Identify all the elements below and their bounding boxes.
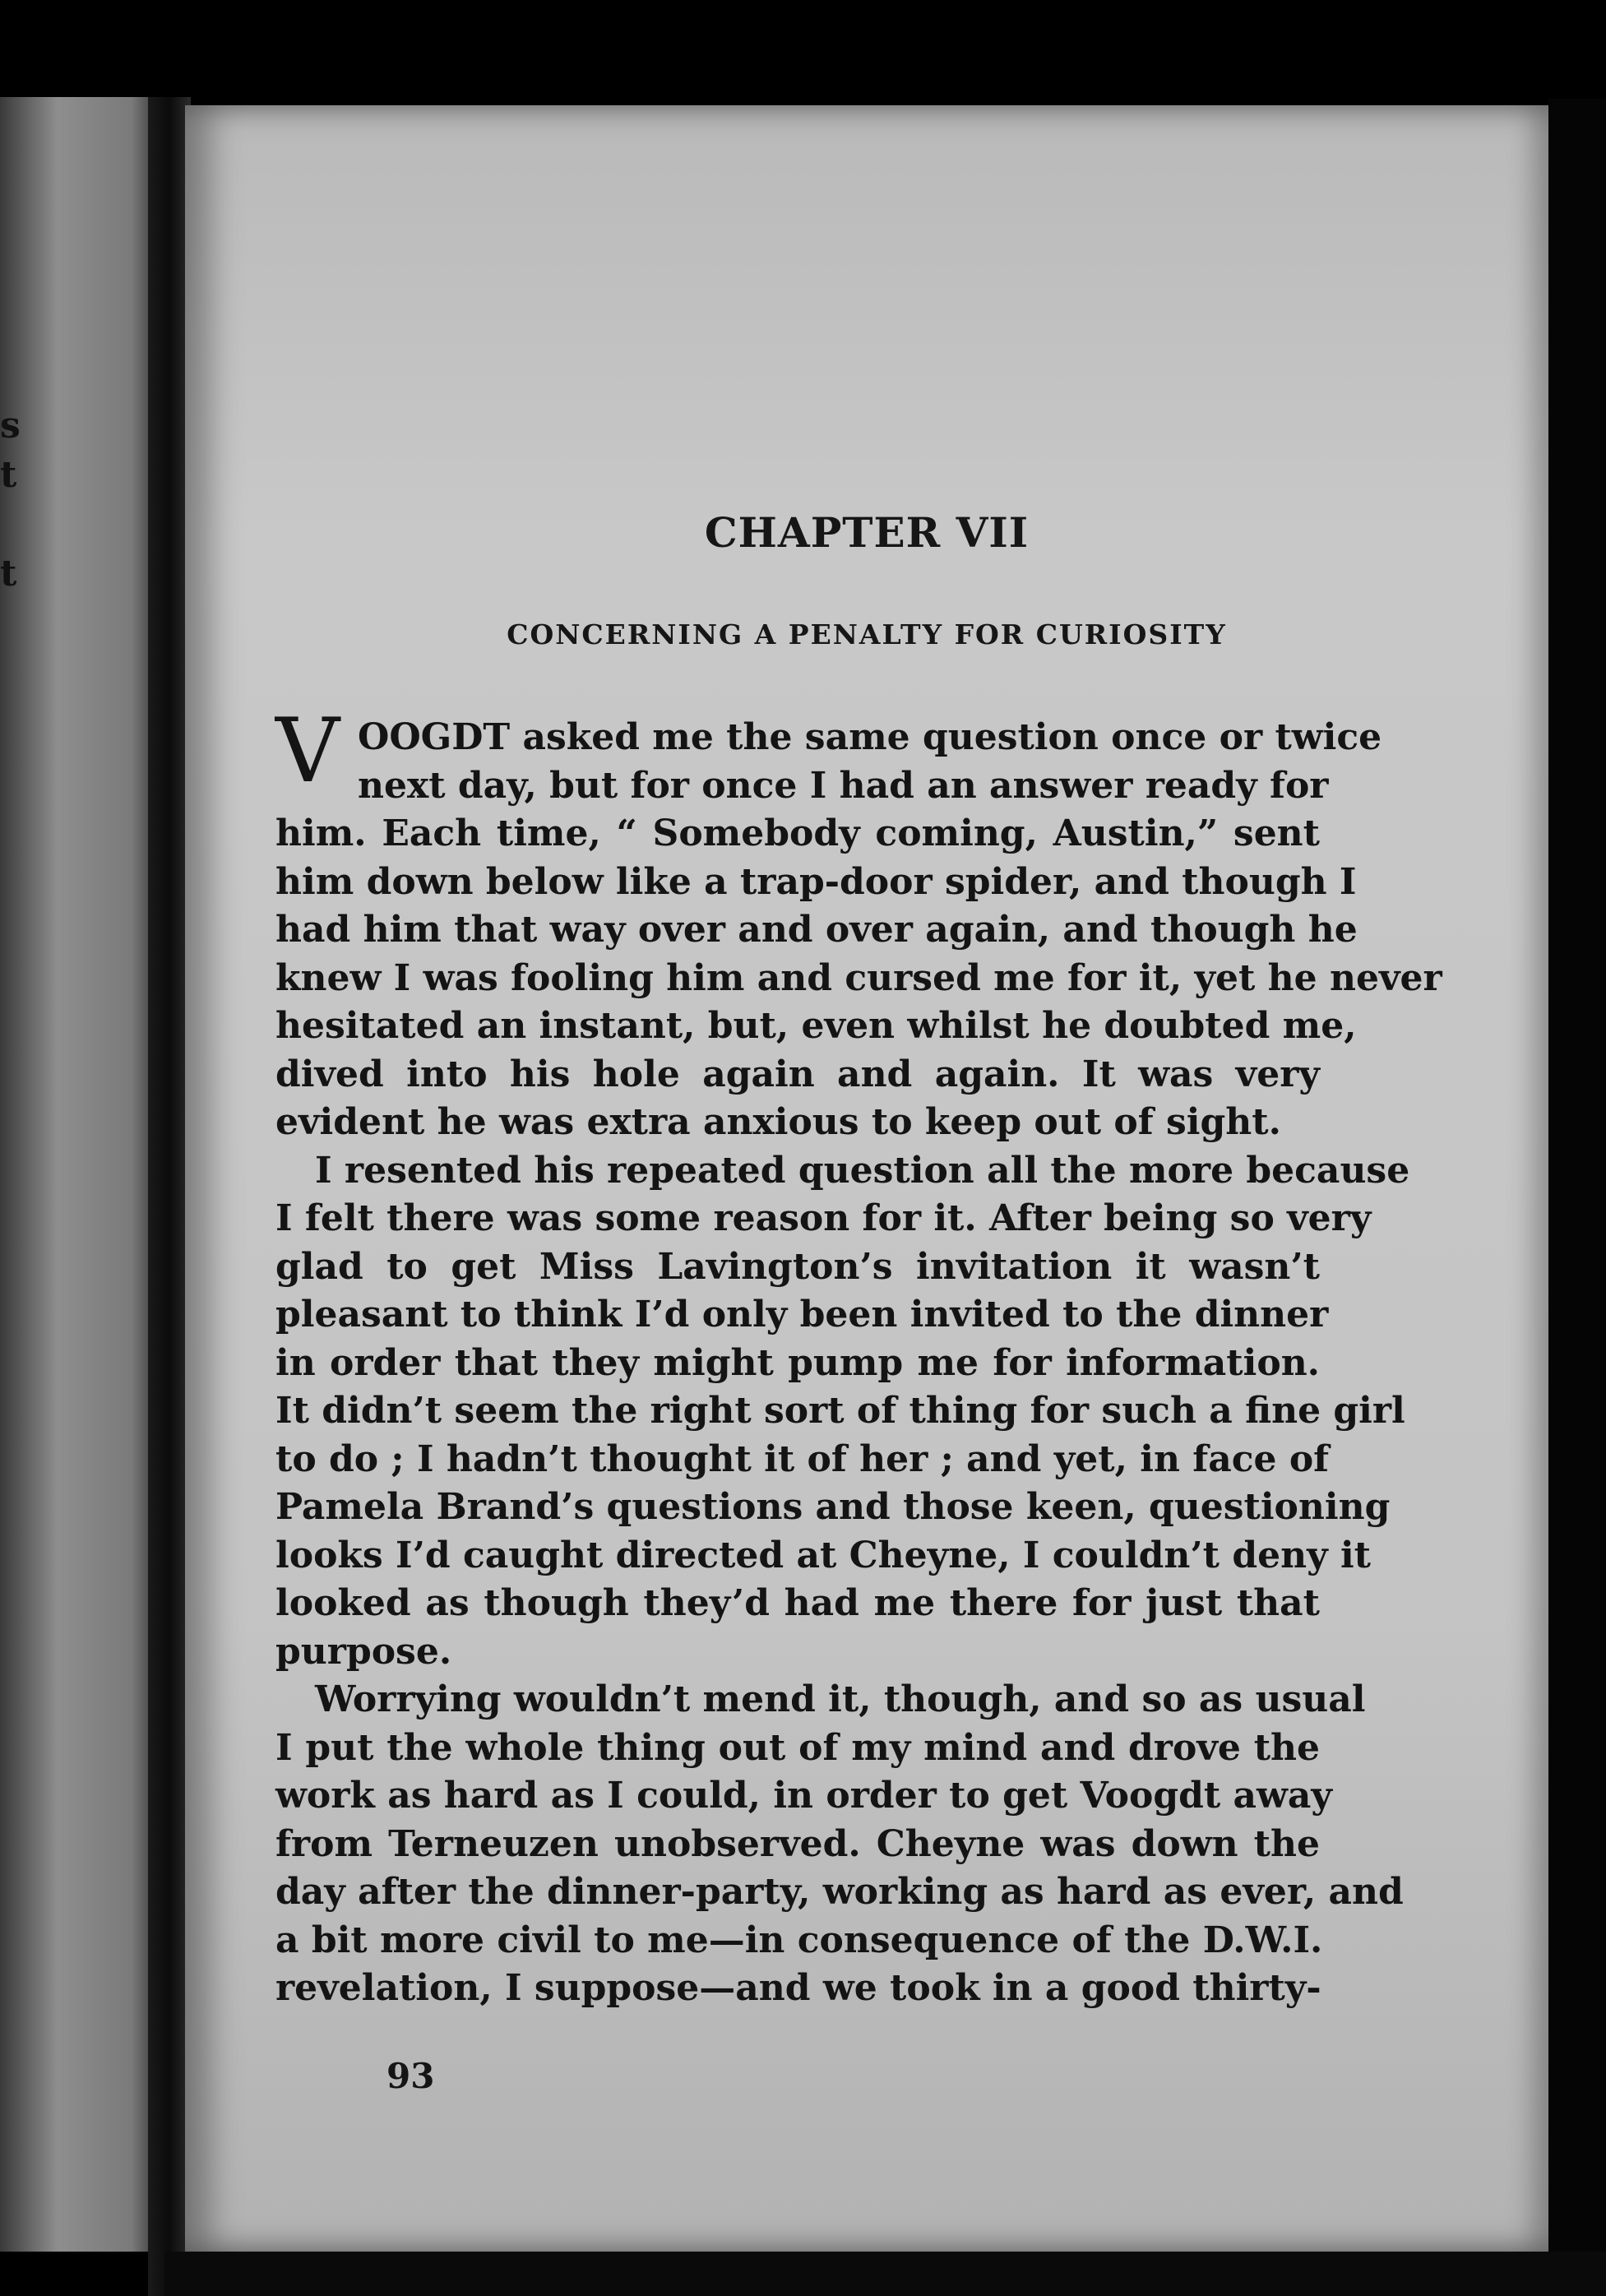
left-page-text-fragments [0,401,21,599]
text-line: revelation, I suppose—and we took in a good thirty- [275,1967,1321,2009]
left-page-edge [0,97,164,2252]
text-line: I felt there was some reason for it. After being so very [275,1197,1372,1239]
text-line: knew I was fooling him and cursed me for it, yet he never [275,956,1442,999]
text-line: looked as though they’d had me there for just that [275,1582,1320,1624]
page-number: 93 [386,2056,435,2096]
text-line: next day, but for once I had an answer ready for [358,764,1329,807]
text-line: from Terneuzen unobserved. Cheyne was down the [275,1822,1320,1865]
text-line: him down below like a trap-door spider, and though I [275,860,1357,903]
text-line: had him that way over and over again, and though he [275,909,1358,951]
text-line: It didn’t seem the right sort of thing for such a fine girl [275,1390,1405,1432]
text-line: hesitated an instant, but, even whilst he doubted me, [275,1005,1357,1047]
text-line: OOGDT asked me the same question once or twice [358,716,1382,758]
left-fragment: s [0,405,21,447]
text-line: I put the whole thing out of my mind and drove the [275,1726,1320,1769]
text-line: a bit more civil to me—in consequence of the D.W.I. [275,1919,1323,1961]
text-line: in order that they might pump me for information. [275,1341,1320,1384]
text-line: pleasant to think I’d only been invited to the dinner [275,1294,1329,1335]
text-line: work as hard as I could, in order to get Voogdt away [275,1775,1332,1817]
text-line: dived into his hole again and again. It was very [275,1053,1320,1095]
text-line: Worrying wouldn’t mend it, though, and so as usual [315,1678,1366,1720]
text-line: to do ; I hadn’t thought it of her ; and yet, in face of [275,1437,1330,1480]
chapter-subtitle: CONCERNING A PENALTY FOR CURIOSITY [507,618,1227,650]
text-line: I resented his repeated question all the more because [315,1149,1410,1192]
text-line: purpose. [275,1630,452,1673]
drop-cap: V [275,700,340,803]
left-fragment: t [0,454,17,496]
text-line: looks I’d caught directed at Cheyne, I couldn’t deny it [275,1534,1371,1576]
text-line: evident he was extra anxious to keep out of sight. [275,1101,1281,1143]
text-line: him. Each time, “ Somebody coming, Austin,” sent [275,812,1320,854]
body-text [275,714,1442,2013]
bottom-scan-border [164,2252,1606,2296]
text-line: day after the dinner-party, working as hard as ever, and [275,1871,1404,1913]
left-fragment: t [0,553,17,595]
right-scan-border [1548,99,1606,2296]
chapter-title: CHAPTER VII [704,508,1030,557]
text-line: Pamela Brand’s questions and those keen, questioning [275,1486,1391,1528]
text-line: glad to get Miss Lavington’s invitation it wasn’t [275,1245,1320,1288]
left-fragment [0,500,21,549]
